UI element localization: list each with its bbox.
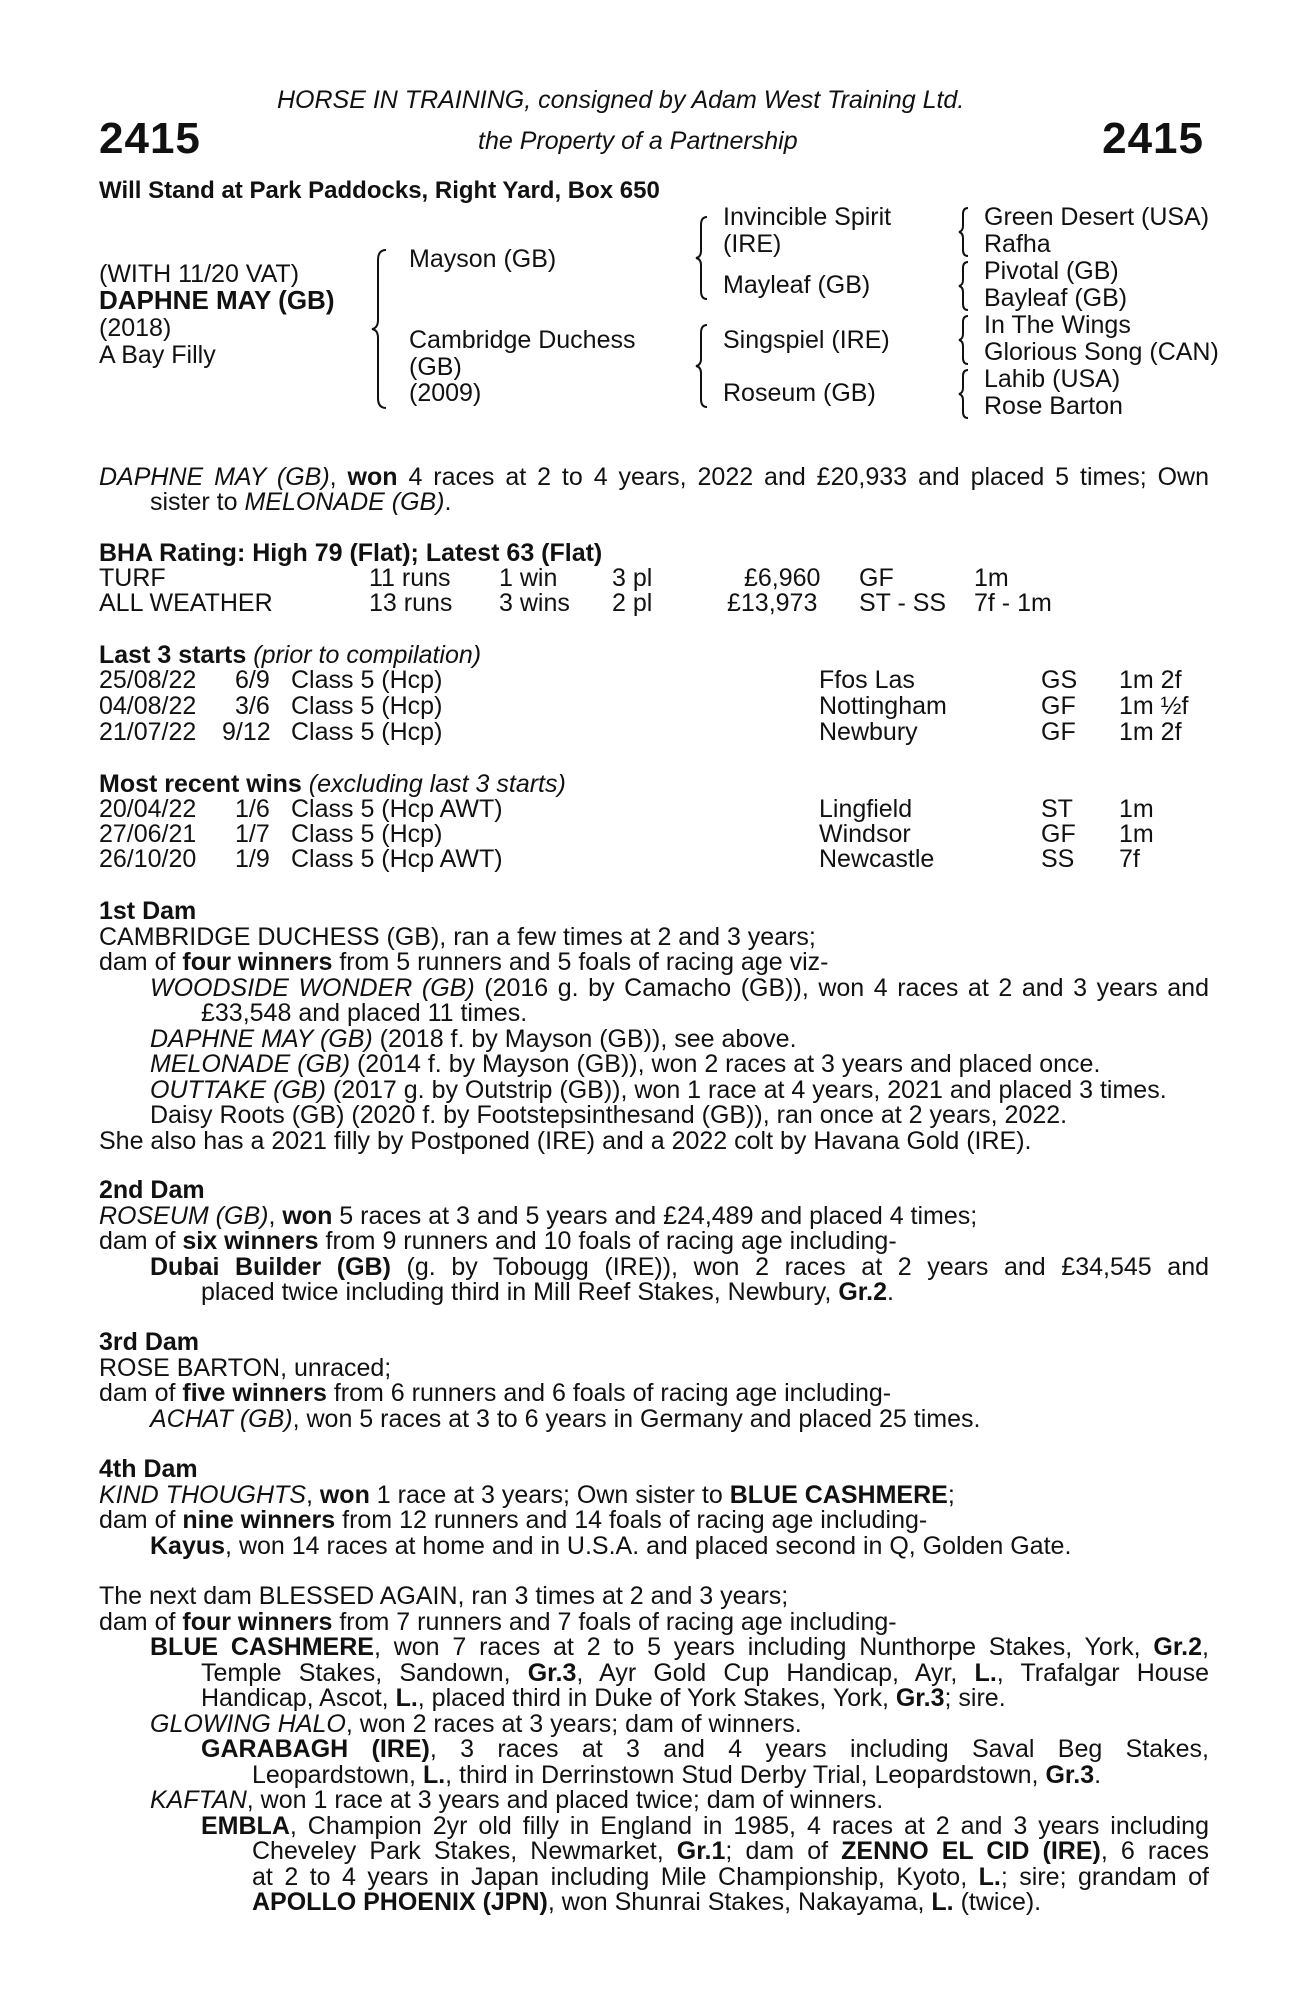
pedigree-gen3-7: Lahib (USA) [984, 365, 1121, 393]
win-course: Newcastle [819, 845, 935, 873]
win-going: ST [1041, 795, 1073, 823]
text: from 9 runners and 10 foals of racing age including- [318, 1227, 897, 1255]
text: dam of [99, 948, 183, 976]
win-position: 1/7 [235, 820, 270, 848]
pedigree-gen3-2: Rafha [984, 230, 1051, 258]
rating-row-all-weather [99, 591, 1209, 616]
text: . [1094, 1760, 1102, 1789]
text: 5 races at 3 and 5 years and £24,489 and placed 4 times; [332, 1201, 978, 1230]
summary-horse-name: DAPHNE MAY (GB) [99, 463, 330, 491]
progeny-kayus [150, 1531, 1209, 1560]
text: placed twice including third in Mill Reef Stakes, Newbury, [201, 1278, 839, 1306]
progeny-text: (2017 g. by Outstrip (GB)), won 1 race at 4 years, 2021 and placed 3 times. [325, 1075, 1167, 1104]
rating-wins: 3 wins [499, 589, 570, 617]
start-distance: 1m 2f [1119, 718, 1182, 746]
rating-distance: 1m [974, 564, 1009, 592]
progeny-woodside-wonder-cont: £33,548 and placed 11 times. [201, 999, 528, 1027]
recent-win-row [99, 822, 1209, 847]
start-date: 04/08/22 [99, 692, 197, 720]
pedigree-sire-dam: Mayleaf (GB) [723, 271, 871, 299]
progeny-garabagh-cont [252, 1760, 1209, 1789]
text: , Trafalgar House [996, 1658, 1209, 1687]
text: , third in Derrinstown Stud Derby Trial, Leopardstown, [445, 1760, 1046, 1789]
text: , won 1 race at 3 years and placed twice; dam of winners. [246, 1786, 884, 1814]
progeny-name: GARABAGH (IRE) [201, 1735, 430, 1763]
summary-won: won [347, 463, 398, 491]
progeny-blue-cashmere-cont2 [201, 1686, 1209, 1712]
winners-count: six winners [182, 1227, 319, 1255]
vat-note: (WITH 11/20 VAT) [99, 260, 300, 288]
progeny-melonade [150, 1052, 1209, 1078]
won: won [319, 1480, 370, 1509]
start-course: Ffos Las [819, 666, 915, 694]
pedigree-brace-g56 [957, 314, 971, 366]
grade: L. [931, 1888, 954, 1916]
recent-wins-title: Most recent wins [99, 770, 302, 798]
rating-prize: £13,973 [727, 589, 818, 617]
summary-sister-name: MELONADE (GB) [244, 488, 445, 516]
recent-win-row [99, 797, 1209, 822]
lot-number-left: 2415 [99, 114, 201, 163]
text: , 3 races at 3 and 4 years including Saval Beg Stakes, [429, 1735, 1209, 1763]
grade: Gr.2 [838, 1278, 887, 1306]
text: Leopardstown, [252, 1760, 423, 1789]
fifth-dam-section [99, 1584, 1209, 1916]
win-class: Class 5 (Hcp) [291, 820, 443, 848]
winners-count: nine winners [182, 1506, 336, 1534]
start-going: GS [1041, 666, 1078, 694]
start-class: Class 5 (Hcp) [291, 718, 443, 746]
summary-line1: 4 races at 2 to 4 years, 2022 and £20,933 and placed 5 times; Own [397, 463, 1209, 491]
sister-name: BLUE CASHMERE [729, 1480, 948, 1509]
rating-going: ST - SS [859, 589, 947, 617]
second-dam-line2 [99, 1229, 1209, 1255]
recent-wins-note: (excluding last 3 starts) [301, 770, 566, 798]
pedigree-brace-sire [694, 215, 710, 301]
pedigree-gen3-1: Green Desert (USA) [984, 203, 1210, 231]
horse-description: A Bay Filly [99, 341, 216, 369]
win-distance: 7f [1119, 845, 1140, 873]
progeny-name: WOODSIDE WONDER (GB) [150, 973, 475, 1002]
text: , won Shunrai Stakes, Nakayama, [547, 1888, 932, 1916]
won: won [282, 1201, 333, 1230]
text: from 7 runners and 7 foals of racing age including- [332, 1607, 897, 1636]
progeny-text: , won 5 races at 3 to 6 years in Germany and placed 25 times. [292, 1404, 981, 1433]
progeny-daphne-may [150, 1024, 1209, 1053]
progeny-outtake [150, 1075, 1209, 1104]
horse-year: (2018) [99, 314, 172, 342]
progeny-text: (2016 g. by Camacho (GB)), won 4 races at 2 and 3 years and [474, 973, 1209, 1002]
win-class: Class 5 (Hcp AWT) [291, 795, 503, 823]
win-date: 26/10/20 [99, 845, 197, 873]
start-course: Nottingham [819, 692, 947, 720]
start-position: 9/12 [222, 718, 271, 746]
start-date: 25/08/22 [99, 666, 197, 694]
start-class: Class 5 (Hcp) [291, 666, 443, 694]
text: Handicap, Ascot, [201, 1684, 396, 1712]
win-date: 27/06/21 [99, 820, 197, 848]
text: , [1202, 1633, 1209, 1661]
first-dam-line1: CAMBRIDGE DUCHESS (GB), ran a few times at 2 and 3 years; [99, 922, 816, 951]
text: ; sire. [944, 1684, 1006, 1712]
winners-count: four winners [182, 1607, 333, 1636]
text: . [886, 1278, 894, 1306]
fifth-dam-line2 [99, 1607, 1209, 1636]
progeny-name: MELONADE (GB) [150, 1050, 351, 1078]
progeny-blue-cashmere-cont1 [201, 1658, 1209, 1687]
text: Cheveley Park Stakes, Newmarket, [252, 1837, 677, 1865]
consignment-line: HORSE IN TRAINING, consigned by Adam West Training Ltd. [277, 86, 965, 114]
bha-rating-heading: BHA Rating: High 79 (Flat); Latest 63 (Flat) [99, 539, 603, 567]
win-class: Class 5 (Hcp AWT) [291, 845, 503, 873]
rating-placed: 3 pl [612, 564, 653, 592]
fifth-dam-line1: The next dam BLESSED AGAIN, ran 3 times at 2 and 3 years; [99, 1582, 789, 1610]
win-date: 20/04/22 [99, 795, 197, 823]
text: ; sire; grandam of [1000, 1862, 1209, 1891]
progeny-dubai-builder-cont [201, 1280, 1209, 1306]
rating-runs: 13 runs [369, 589, 453, 617]
third-dam-line1: ROSE BARTON, unraced; [99, 1353, 392, 1382]
grade: Gr.3 [1045, 1760, 1095, 1789]
rating-wins: 1 win [499, 564, 558, 592]
dam-name: KIND THOUGHTS [99, 1480, 306, 1509]
pedigree-gen3-5: In The Wings [984, 311, 1131, 339]
pedigree-gen3-3: Pivotal (GB) [984, 257, 1119, 285]
horse-name: APOLLO PHOENIX (JPN) [252, 1888, 548, 1916]
text: (twice). [953, 1888, 1042, 1916]
grade: L. [978, 1862, 1001, 1891]
fourth-dam-section [99, 1457, 1209, 1559]
win-going: GF [1041, 820, 1076, 848]
last-starts-note: (prior to compilation) [246, 641, 482, 669]
second-dam-section [99, 1178, 1209, 1306]
text: ; [947, 1480, 955, 1509]
last-starts-heading [99, 643, 481, 668]
grade: Gr.3 [527, 1658, 577, 1687]
progeny-kaftan [150, 1788, 1209, 1814]
progeny-name: EMBLA [201, 1811, 290, 1840]
pedigree-brace-g78 [957, 368, 971, 420]
progeny-name: OUTTAKE (GB) [150, 1075, 326, 1104]
pedigree-dam-dam: Roseum (GB) [723, 379, 876, 407]
grade: Gr.2 [1153, 1633, 1203, 1661]
fourth-dam-line1 [99, 1480, 1209, 1509]
owner-line: the Property of a Partnership [478, 127, 798, 155]
grade: L. [422, 1760, 446, 1789]
text: 1 race at 3 years; Own sister to [369, 1480, 730, 1509]
text: , [268, 1201, 283, 1230]
text: , placed third in Duke of York Stakes, York, [417, 1684, 896, 1712]
text: dam of [99, 1506, 183, 1534]
start-distance: 1m ½f [1119, 692, 1189, 720]
progeny-blue-cashmere [150, 1635, 1209, 1661]
last-start-row [99, 668, 1209, 693]
progeny-glowing-halo [150, 1709, 1209, 1738]
start-going: GF [1041, 692, 1076, 720]
second-dam-line1 [99, 1201, 1209, 1230]
first-dam-heading: 1st Dam [99, 897, 197, 925]
last-start-row [99, 720, 1209, 745]
pedigree-dam-line3: (2009) [409, 379, 482, 407]
progeny-embla [201, 1811, 1209, 1840]
text: dam of [99, 1379, 183, 1407]
text: dam of [99, 1607, 183, 1636]
first-dam-line2 [99, 950, 1209, 976]
win-position: 1/9 [235, 845, 270, 873]
start-going: GF [1041, 718, 1076, 746]
pedigree-dam-line1: Cambridge Duchess [409, 326, 636, 354]
pedigree-sire-sire-line1: Invincible Spirit [723, 203, 892, 231]
fourth-dam-heading: 4th Dam [99, 1455, 198, 1483]
pedigree-dam-sire: Singspiel (IRE) [723, 326, 890, 354]
progeny-name: Dubai Builder (GB) [150, 1252, 391, 1281]
summary-line2-post: . [444, 488, 452, 516]
win-distance: 1m [1119, 820, 1154, 848]
win-course: Windsor [819, 820, 911, 848]
progeny-text: (2018 f. by Mayson (GB)), see above. [372, 1024, 797, 1053]
text: Temple Stakes, Sandown, [201, 1658, 528, 1687]
rating-placed: 2 pl [612, 589, 653, 617]
text: from 5 runners and 5 foals of racing age viz- [332, 948, 829, 976]
pedigree-brace-g34 [957, 260, 971, 312]
progeny-name: DAPHNE MAY (GB) [150, 1024, 373, 1053]
rating-surface: TURF [99, 564, 166, 592]
progeny-text: (g. by Tobougg (IRE)), won 2 races at 2 years and £34,545 and [390, 1252, 1209, 1281]
progeny-name: GLOWING HALO [150, 1709, 346, 1738]
last-start-row [99, 694, 1209, 719]
third-dam-heading: 3rd Dam [99, 1328, 200, 1356]
win-position: 1/6 [235, 795, 270, 823]
progeny-dubai-builder [150, 1252, 1209, 1281]
progeny-achat [150, 1404, 1209, 1433]
progeny-name: ACHAT (GB) [150, 1404, 293, 1433]
progeny-name: KAFTAN [150, 1786, 247, 1814]
start-position: 6/9 [235, 666, 270, 694]
progeny-embla-cont2 [252, 1862, 1209, 1891]
start-class: Class 5 (Hcp) [291, 692, 443, 720]
start-date: 21/07/22 [99, 718, 197, 746]
third-dam-line2 [99, 1381, 1209, 1407]
start-course: Newbury [819, 718, 918, 746]
fourth-dam-line2 [99, 1508, 1209, 1534]
second-dam-heading: 2nd Dam [99, 1176, 205, 1204]
winners-count: four winners [182, 948, 333, 976]
text: , won 2 races at 3 years; dam of winners. [345, 1709, 802, 1738]
pedigree-sire-sire-line2: (IRE) [723, 230, 782, 258]
horse-name: DAPHNE MAY (GB) [99, 285, 335, 315]
rating-prize: £6,960 [744, 564, 821, 592]
pedigree-brace-dam [694, 323, 710, 409]
first-dam-section [99, 899, 1209, 1154]
pedigree-gen3-8: Rose Barton [984, 392, 1123, 420]
text: , 6 races [1100, 1837, 1210, 1865]
dam-name: ROSEUM (GB) [99, 1201, 269, 1230]
last-starts-title: Last 3 starts [99, 641, 247, 669]
text: , Champion 2yr old filly in England in 1985, 4 races at 2 and 3 years including [289, 1811, 1209, 1840]
text: , won 7 races at 2 to 5 years including Nunthorpe Stakes, York, [373, 1633, 1154, 1661]
progeny-text: (2014 f. by Mayson (GB)), won 2 races at 3 years and placed once. [350, 1050, 1101, 1078]
progeny-embla-cont3 [252, 1890, 1209, 1916]
progeny-embla-cont1 [252, 1839, 1209, 1865]
start-position: 3/6 [235, 692, 270, 720]
text: at 2 to 4 years in Japan including Mile Championship, Kyoto, [252, 1862, 979, 1891]
start-distance: 1m 2f [1119, 666, 1182, 694]
text: from 6 runners and 6 foals of racing age including- [326, 1379, 892, 1407]
progeny-name: Kayus [150, 1531, 226, 1560]
rating-distance: 7f - 1m [974, 589, 1052, 617]
grade: L. [395, 1684, 418, 1712]
text: dam of [99, 1227, 183, 1255]
winners-count: five winners [182, 1379, 327, 1407]
pedigree-sire: Mayson (GB) [409, 245, 557, 273]
rating-runs: 11 runs [369, 564, 451, 592]
text: from 12 runners and 14 foals of racing age including- [335, 1506, 928, 1534]
progeny-name: BLUE CASHMERE [150, 1633, 374, 1661]
rating-row-turf [99, 566, 1209, 591]
pedigree-brace-main [370, 248, 390, 410]
progeny-text: , won 14 races at home and in U.S.A. and placed second in Q, Golden Gate. [225, 1531, 1072, 1560]
grade: L. [974, 1658, 997, 1687]
stabling-location: Will Stand at Park Paddocks, Right Yard, Box 650 [99, 177, 660, 204]
pedigree-gen3-6: Glorious Song (CAN) [984, 338, 1219, 366]
first-dam-other-foals: She also has a 2021 filly by Postponed (IRE) and a 2022 colt by Havana Gold (IRE). [99, 1126, 1032, 1155]
text: , Ayr Gold Cup Handicap, Ayr, [576, 1658, 975, 1687]
pedigree-dam-line2: (GB) [409, 353, 462, 381]
pedigree-brace-g12 [957, 206, 971, 258]
win-course: Lingfield [819, 795, 913, 823]
win-going: SS [1041, 845, 1075, 873]
summary-line2-pre: sister to [150, 488, 245, 516]
pedigree-gen3-4: Bayleaf (GB) [984, 284, 1128, 312]
progeny-woodside-wonder [150, 973, 1209, 1002]
lot-number-right: 2415 [1102, 114, 1204, 163]
race-summary: DAPHNE MAY (GB), won 4 races at 2 to 4 years, 2022 and £20,933 and placed 5 times; Own sister to MELONADE (GB). [99, 463, 1209, 516]
rating-going: GF [859, 564, 894, 592]
third-dam-section [99, 1330, 1209, 1432]
progeny-garabagh [201, 1737, 1209, 1763]
text: ; dam of [725, 1837, 842, 1865]
grade: Gr.1 [676, 1837, 726, 1865]
recent-win-row [99, 847, 1209, 872]
rating-surface: ALL WEATHER [99, 589, 273, 617]
progeny-daisy-roots: Daisy Roots (GB) (2020 f. by Footstepsinthesand (GB)), ran once at 2 years, 2022. [150, 1101, 1068, 1129]
text: , [305, 1480, 320, 1509]
win-distance: 1m [1119, 795, 1154, 823]
recent-wins-heading [99, 772, 566, 797]
horse-name: ZENNO EL CID (IRE) [841, 1837, 1101, 1865]
grade: Gr.3 [895, 1684, 945, 1712]
